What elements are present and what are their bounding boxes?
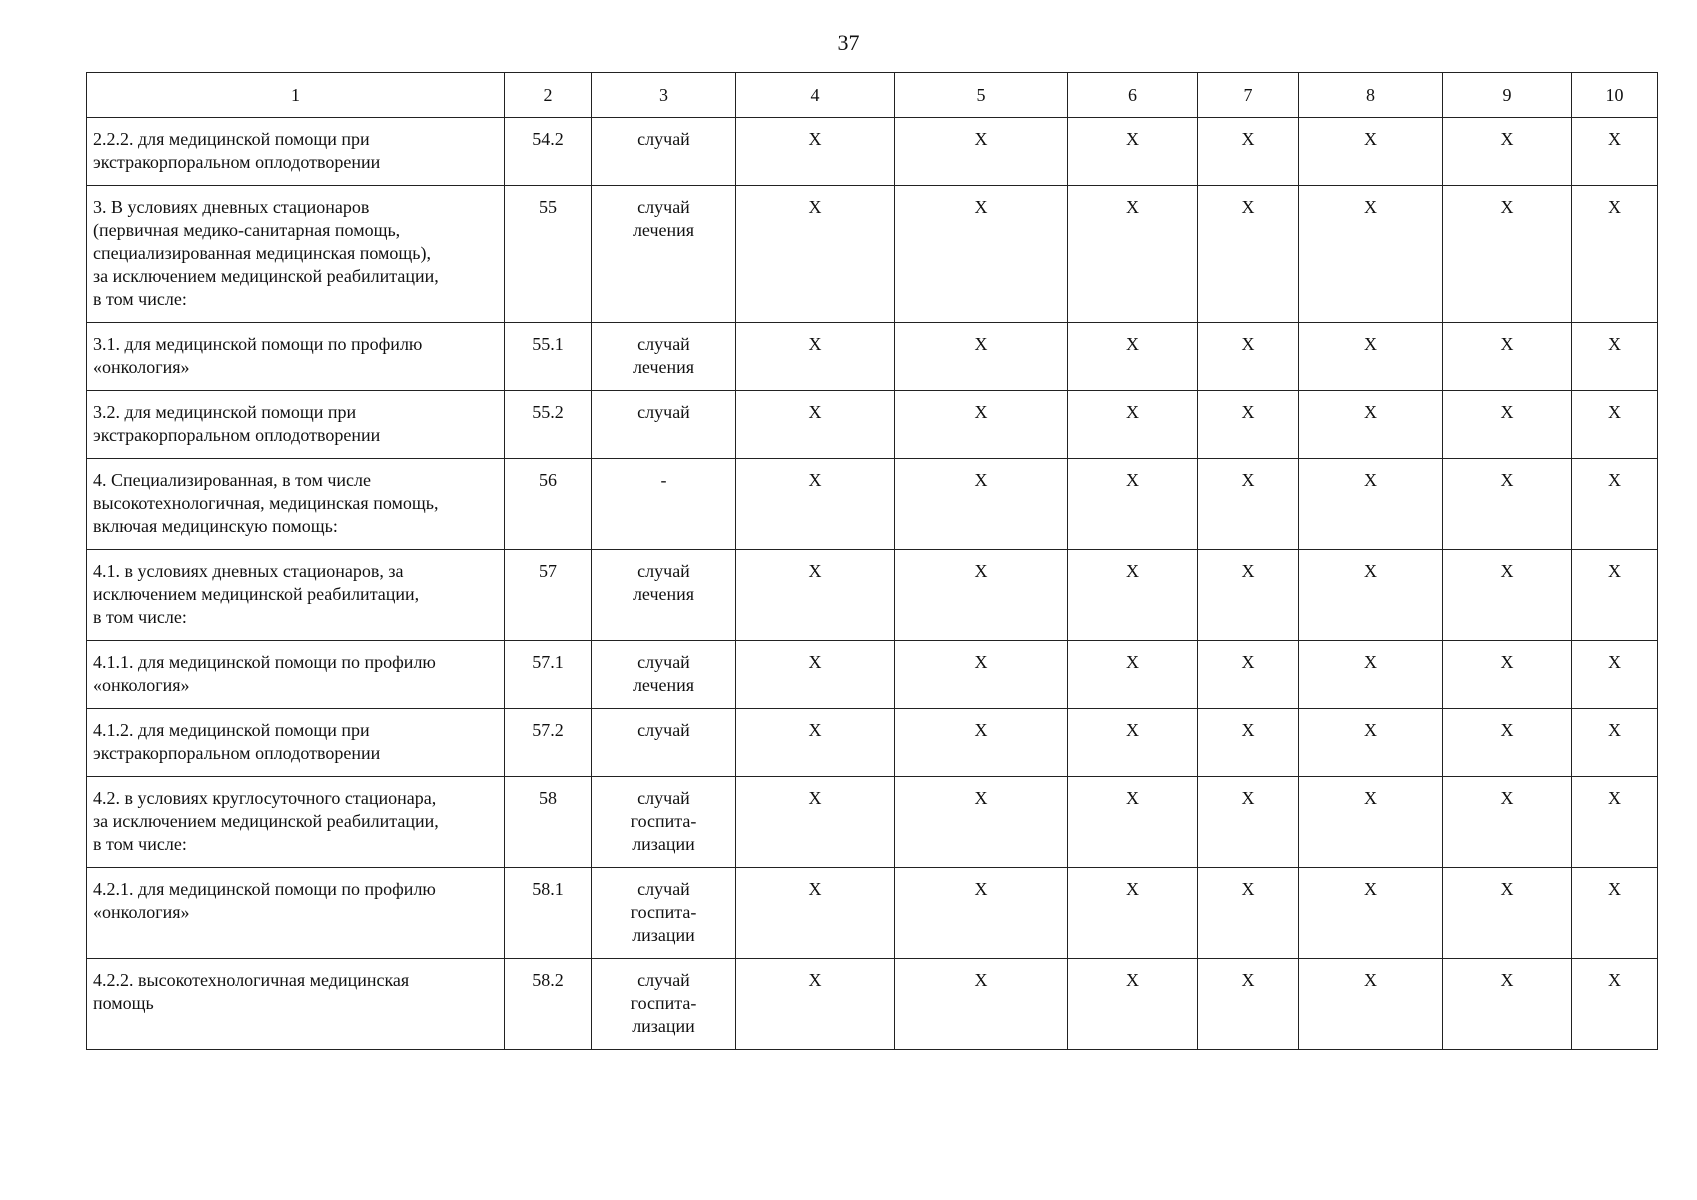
row-mark-cell: X xyxy=(1572,459,1658,550)
column-header: 6 xyxy=(1068,73,1198,118)
row-mark-cell: X xyxy=(1572,186,1658,323)
row-name-cell: 2.2.2. для медицинской помощи при экстракорпоральном оплодотворении xyxy=(87,118,505,186)
row-unit-cell: случай xyxy=(592,709,736,777)
row-mark-cell: X xyxy=(1443,709,1572,777)
row-unit-cell: случай госпита- лизации xyxy=(592,777,736,868)
row-mark-cell: X xyxy=(1299,868,1443,959)
row-code-cell: 57.1 xyxy=(505,641,592,709)
row-unit-cell: случай xyxy=(592,118,736,186)
row-mark-cell: X xyxy=(1443,118,1572,186)
row-mark-cell: X xyxy=(895,868,1068,959)
row-mark-cell: X xyxy=(736,868,895,959)
row-mark-cell: X xyxy=(1198,459,1299,550)
row-mark-cell: X xyxy=(1443,391,1572,459)
table-row xyxy=(87,459,1658,550)
row-code-cell: 56 xyxy=(505,459,592,550)
table-row xyxy=(87,186,1658,323)
row-unit-cell: случай госпита- лизации xyxy=(592,959,736,1050)
row-code-cell: 55 xyxy=(505,186,592,323)
row-mark-cell: X xyxy=(1299,118,1443,186)
table-row xyxy=(87,118,1658,186)
row-name-cell: 4.2.2. высокотехнологичная медицинская помощь xyxy=(87,959,505,1050)
table-row xyxy=(87,959,1658,1050)
row-mark-cell: X xyxy=(1572,777,1658,868)
row-unit-cell: случай лечения xyxy=(592,641,736,709)
row-mark-cell: X xyxy=(1299,459,1443,550)
column-header: 9 xyxy=(1443,73,1572,118)
row-mark-cell: X xyxy=(1299,777,1443,868)
row-mark-cell: X xyxy=(1572,323,1658,391)
row-mark-cell: X xyxy=(895,186,1068,323)
row-mark-cell: X xyxy=(895,391,1068,459)
row-mark-cell: X xyxy=(1572,550,1658,641)
row-mark-cell: X xyxy=(1198,391,1299,459)
column-header: 7 xyxy=(1198,73,1299,118)
row-mark-cell: X xyxy=(1068,118,1198,186)
row-mark-cell: X xyxy=(1198,868,1299,959)
table-row xyxy=(87,777,1658,868)
row-mark-cell: X xyxy=(1299,959,1443,1050)
table-row xyxy=(87,323,1658,391)
row-mark-cell: X xyxy=(1572,391,1658,459)
row-code-cell: 55.2 xyxy=(505,391,592,459)
row-mark-cell: X xyxy=(1198,777,1299,868)
row-mark-cell: X xyxy=(1068,709,1198,777)
row-mark-cell: X xyxy=(1068,641,1198,709)
row-unit-cell: случай госпита- лизации xyxy=(592,868,736,959)
column-header: 3 xyxy=(592,73,736,118)
row-code-cell: 54.2 xyxy=(505,118,592,186)
row-mark-cell: X xyxy=(1572,641,1658,709)
row-mark-cell: X xyxy=(895,118,1068,186)
row-mark-cell: X xyxy=(1068,323,1198,391)
row-unit-cell: случай xyxy=(592,391,736,459)
row-mark-cell: X xyxy=(1068,550,1198,641)
row-mark-cell: X xyxy=(895,959,1068,1050)
row-name-cell: 4.2. в условиях круглосуточного стационара, за исключением медицинской реабилитации, в том числе: xyxy=(87,777,505,868)
row-mark-cell: X xyxy=(1299,641,1443,709)
row-mark-cell: X xyxy=(1198,118,1299,186)
table-row xyxy=(87,709,1658,777)
row-mark-cell: X xyxy=(736,459,895,550)
column-header: 1 xyxy=(87,73,505,118)
row-mark-cell: X xyxy=(1068,186,1198,323)
row-mark-cell: X xyxy=(1443,641,1572,709)
row-mark-cell: X xyxy=(1299,709,1443,777)
row-mark-cell: X xyxy=(1299,391,1443,459)
row-mark-cell: X xyxy=(1299,186,1443,323)
data-table xyxy=(86,72,1658,1050)
row-name-cell: 4. Специализированная, в том числе высокотехнологичная, медицинская помощь, включая медицинскую помощь: xyxy=(87,459,505,550)
column-header: 5 xyxy=(895,73,1068,118)
row-mark-cell: X xyxy=(736,391,895,459)
row-mark-cell: X xyxy=(1443,868,1572,959)
row-mark-cell: X xyxy=(1068,459,1198,550)
row-mark-cell: X xyxy=(1299,323,1443,391)
row-mark-cell: X xyxy=(1443,777,1572,868)
row-code-cell: 57.2 xyxy=(505,709,592,777)
row-mark-cell: X xyxy=(736,323,895,391)
row-mark-cell: X xyxy=(895,709,1068,777)
row-mark-cell: X xyxy=(1299,550,1443,641)
row-mark-cell: X xyxy=(736,959,895,1050)
row-mark-cell: X xyxy=(1443,323,1572,391)
row-mark-cell: X xyxy=(1198,550,1299,641)
row-mark-cell: X xyxy=(1068,868,1198,959)
row-mark-cell: X xyxy=(895,641,1068,709)
table-body xyxy=(87,118,1658,1050)
row-name-cell: 3.1. для медицинской помощи по профилю «онкология» xyxy=(87,323,505,391)
column-header: 8 xyxy=(1299,73,1443,118)
header-row xyxy=(87,73,1658,118)
row-mark-cell: X xyxy=(895,550,1068,641)
row-mark-cell: X xyxy=(1068,959,1198,1050)
row-unit-cell: случай лечения xyxy=(592,323,736,391)
row-mark-cell: X xyxy=(1443,550,1572,641)
row-mark-cell: X xyxy=(1572,709,1658,777)
row-name-cell: 4.1.1. для медицинской помощи по профилю «онкология» xyxy=(87,641,505,709)
row-mark-cell: X xyxy=(895,323,1068,391)
row-name-cell: 4.1.2. для медицинской помощи при экстракорпоральном оплодотворении xyxy=(87,709,505,777)
row-code-cell: 58.1 xyxy=(505,868,592,959)
row-mark-cell: X xyxy=(736,709,895,777)
column-header: 10 xyxy=(1572,73,1658,118)
row-mark-cell: X xyxy=(1198,709,1299,777)
row-name-cell: 3.2. для медицинской помощи при экстракорпоральном оплодотворении xyxy=(87,391,505,459)
row-code-cell: 58.2 xyxy=(505,959,592,1050)
row-mark-cell: X xyxy=(1443,459,1572,550)
row-mark-cell: X xyxy=(1443,959,1572,1050)
table-row xyxy=(87,641,1658,709)
table-row xyxy=(87,550,1658,641)
row-mark-cell: X xyxy=(1068,391,1198,459)
row-mark-cell: X xyxy=(1443,186,1572,323)
column-header: 4 xyxy=(736,73,895,118)
row-name-cell: 4.2.1. для медицинской помощи по профилю «онкология» xyxy=(87,868,505,959)
page-number: 37 xyxy=(837,30,860,55)
row-unit-cell: случай лечения xyxy=(592,550,736,641)
row-name-cell: 4.1. в условиях дневных стационаров, за исключением медицинской реабилитации, в том числе: xyxy=(87,550,505,641)
row-mark-cell: X xyxy=(736,641,895,709)
row-mark-cell: X xyxy=(1198,186,1299,323)
row-name-cell: 3. В условиях дневных стационаров (первичная медико-санитарная помощь, специализированная медицинская помощь), за исключением медицинской реабилитации, в том числе: xyxy=(87,186,505,323)
row-mark-cell: X xyxy=(1068,777,1198,868)
row-mark-cell: X xyxy=(736,118,895,186)
row-code-cell: 58 xyxy=(505,777,592,868)
row-mark-cell: X xyxy=(736,186,895,323)
row-code-cell: 57 xyxy=(505,550,592,641)
row-mark-cell: X xyxy=(1198,641,1299,709)
row-mark-cell: X xyxy=(1198,323,1299,391)
row-code-cell: 55.1 xyxy=(505,323,592,391)
table-row xyxy=(87,391,1658,459)
row-mark-cell: X xyxy=(1572,118,1658,186)
row-mark-cell: X xyxy=(895,777,1068,868)
row-mark-cell: X xyxy=(1198,959,1299,1050)
column-header: 2 xyxy=(505,73,592,118)
row-mark-cell: X xyxy=(736,550,895,641)
table-row xyxy=(87,868,1658,959)
row-mark-cell: X xyxy=(1572,868,1658,959)
row-unit-cell: - xyxy=(592,459,736,550)
row-mark-cell: X xyxy=(736,777,895,868)
row-unit-cell: случай лечения xyxy=(592,186,736,323)
row-mark-cell: X xyxy=(1572,959,1658,1050)
row-mark-cell: X xyxy=(895,459,1068,550)
